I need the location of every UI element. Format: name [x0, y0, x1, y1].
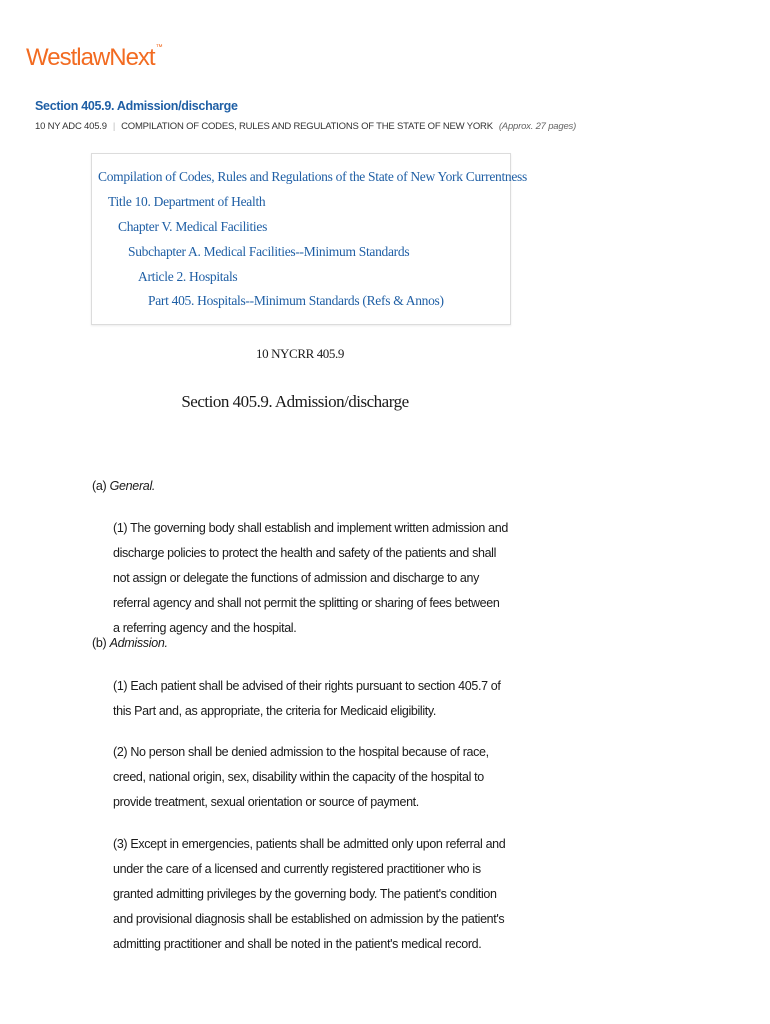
paragraph-a1: (1) The governing body shall establish and implement written admission and discharge policies to protect the health and safety of the patients and shall not assign or delegate the functions of admission and discharge to any referral agency and shall not permit the splitting or sharing of fees between a referring agency and the hospital. — [113, 521, 508, 635]
toc-item-part[interactable]: Part 405. Hospitals--Minimum Standards (Refs & Annos) — [148, 293, 444, 308]
toc-item-compilation[interactable]: Compilation of Codes, Rules and Regulations of the State of New York Currentness — [98, 169, 527, 184]
table-of-contents — [91, 153, 527, 325]
nycrr-citation: 10 NYCRR 405.9 — [256, 346, 344, 361]
page-count: (Approx. 27 pages) — [498, 121, 577, 132]
paragraph-b3: (3) Except in emergencies, patients shall be admitted only upon referral and under the care of a licensed and currently registered practitioner who is granted admitting privileges by the governing body. The patient's condition and provisional diagnosis shall be established on admission by the patient's admitting practitioner and shall be noted in the patient's medical record. — [113, 837, 506, 951]
section-heading: Section 405.9. Admission/discharge — [181, 392, 409, 411]
citation-line — [35, 121, 576, 132]
subsection-b-prefix: (b) — [92, 636, 110, 650]
westlaw-next-logo — [26, 44, 163, 72]
paragraph-b1: (1) Each patient shall be advised of their rights pursuant to section 405.7 of this Part and, as appropriate, the criteria for Medicaid eligibility. — [113, 679, 501, 718]
logo-trademark: ™ — [155, 44, 163, 51]
subsection-a-title: General. — [109, 479, 156, 493]
divider: | — [112, 121, 116, 132]
citation: 10 NY ADC 405.9 — [35, 121, 107, 132]
subsection-b-title: Admission. — [109, 636, 168, 650]
document-title: Section 405.9. Admission/discharge — [35, 99, 238, 113]
subsection-b-heading — [92, 636, 168, 650]
paragraph-b2: (2) No person shall be denied admission to the hospital because of race, creed, national origin, sex, disability within the capacity of the hospital to provide treatment, sexual orientation or source of payment. — [113, 745, 489, 809]
toc-item-subchapter[interactable]: Subchapter A. Medical Facilities--Minimum Standards — [128, 244, 410, 259]
logo-next-text: Next — [109, 44, 155, 71]
toc-item-chapter[interactable]: Chapter V. Medical Facilities — [118, 219, 268, 234]
toc-item-article[interactable]: Article 2. Hospitals — [138, 269, 238, 284]
subsection-a-prefix: (a) — [92, 479, 110, 493]
source-name: COMPILATION OF CODES, RULES AND REGULATIONS OF THE STATE OF NEW YORK — [121, 121, 493, 132]
toc-item-title[interactable]: Title 10. Department of Health — [108, 194, 266, 209]
subsection-a-heading — [92, 479, 155, 493]
logo-westlaw-text: Westlaw — [26, 44, 110, 71]
